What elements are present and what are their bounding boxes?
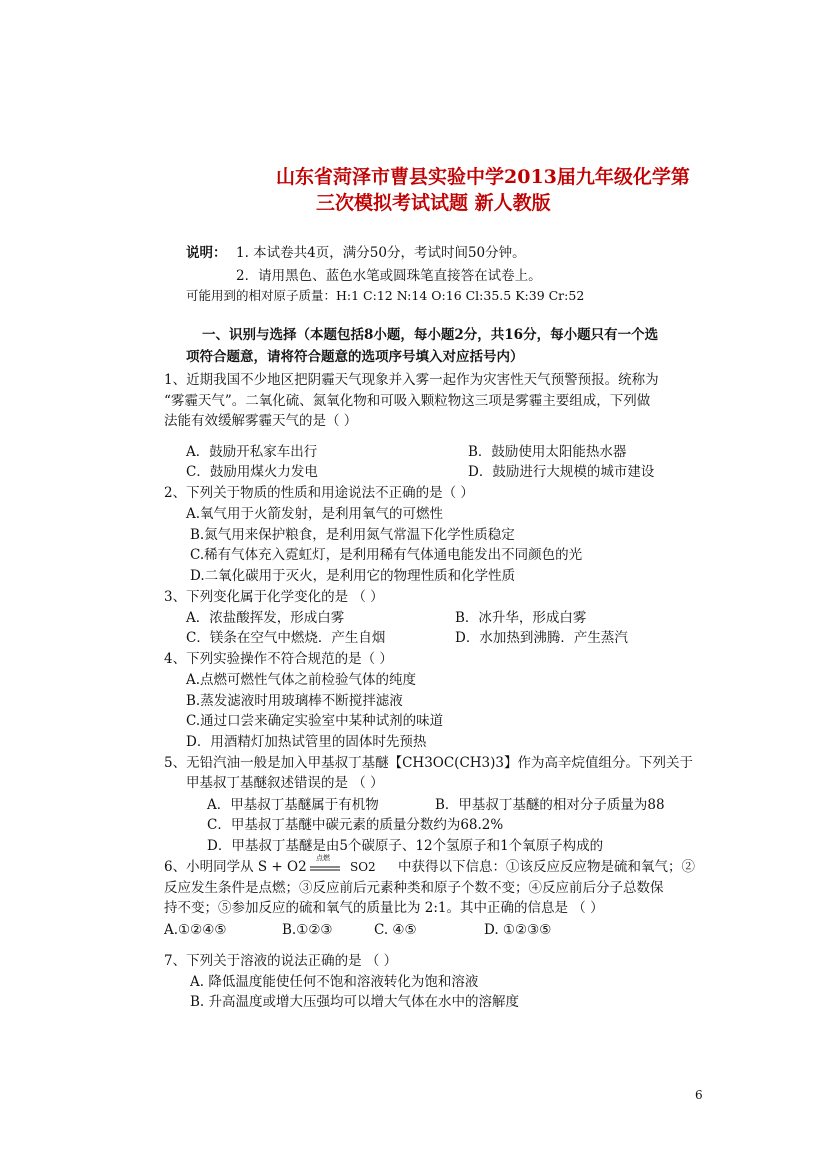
- section-heading-line2: 项符合题意，请将符合题意的选项序号填入对应括号内）: [186, 349, 524, 365]
- q5-stem-line2: 甲基叔丁基醚叙述错误的是 （ ）: [186, 775, 384, 791]
- page-title-line2: 三次模拟考试试题 新人教版: [316, 192, 551, 214]
- q6-option-a: A.①②④⑤: [164, 922, 227, 938]
- reaction-arrow-icon: [310, 864, 340, 874]
- q5-option-c: C．甲基叔丁基醚中碳元素的质量分数约为68.2%: [207, 817, 504, 833]
- q4-option-c: C.通过口尝来确定实验室中某种试剂的味道: [186, 713, 444, 729]
- q2-option-b: B.氮气用来保护粮食，是利用氮气常温下化学性质稳定: [190, 527, 515, 543]
- q3-option-c: C．镁条在空气中燃烧．产生自烟: [186, 630, 386, 646]
- q5-option-a: A．甲基叔丁基醚属于有机物: [207, 797, 379, 813]
- q3-option-d: D．水加热到沸腾．产生蒸汽: [455, 630, 628, 646]
- q2-option-c: C.稀有气体充入霓虹灯，是利用稀有气体通电能发出不同颜色的光: [190, 547, 583, 563]
- q3-option-a: A．浓盐酸挥发，形成白雾: [186, 610, 345, 626]
- q1-stem-line3: 法能有效缓解雾霾天气的是（ ）: [164, 413, 358, 429]
- q6-stem-line3: 持不变；⑤参加反应的硫和氧气的质量比为 2:1。其中正确的信息是 （ ）: [164, 900, 604, 916]
- q7-option-b: B. 升高温度或增大压强均可以增大气体在水中的溶解度: [190, 994, 520, 1010]
- q4-option-d: D．用酒精灯加热试管里的固体时先预热: [186, 734, 427, 750]
- q6-reaction-condition: 点燃: [316, 854, 330, 862]
- q6-stem-suffix: 中获得以下信息：①该反应反应物是硫和氧气；②: [398, 859, 695, 875]
- q1-option-b: B．鼓励使用太阳能热水器: [468, 444, 627, 460]
- q2-option-d: D.二氧化碳用于灭火，是利用它的物理性质和化学性质: [190, 568, 516, 584]
- q6-stem-prefix: 6、小明同学从 S + O2: [164, 859, 307, 875]
- q3-option-b: B．冰升华，形成白雾: [455, 610, 587, 626]
- page-number: 6: [695, 1088, 703, 1102]
- q5-option-b: B．甲基叔丁基醚的相对分子质量为88: [435, 797, 665, 813]
- q4-option-a: A.点燃可燃性气体之前检验气体的纯度: [186, 672, 417, 688]
- q1-stem-line2: “雾霾天气”。二氧化硫、氮氧化物和可吸入颗粒物这三项是雾霾主要组成，下列做: [164, 393, 651, 409]
- section-heading-line1: 一、识别与选择（本题包括8小题，每小题2分，共16分，每小题只有一个选: [202, 327, 659, 343]
- q4-stem: 4、下列实验操作不符合规范的是（ ）: [164, 651, 393, 667]
- q2-stem: 2、下列关于物质的性质和用途说法不正确的是（ ）: [164, 485, 474, 501]
- q7-stem: 7、下列关于溶液的说法正确的是 （ ）: [164, 953, 398, 969]
- q6-option-c: C. ④⑤: [374, 922, 417, 938]
- notes-item-2: 2．请用黑色、蓝色水笔或圆珠笔直接答在试卷上。: [236, 268, 542, 284]
- atomic-masses: 可能用到的相对原子质量：H:1 C:12 N:14 O:16 Cl:35.5 K:39 Cr:52: [186, 288, 585, 303]
- q1-option-c: C．鼓励用煤火力发电: [186, 464, 318, 480]
- q6-stem-line2: 反应发生条件是点燃；③反应前后元素种类和原子个数不变；④反应前后分子总数保: [164, 880, 664, 896]
- q1-stem-line1: 1、近期我国不少地区把阴霾天气现象并入雾一起作为灾害性天气预警预报。统称为: [164, 372, 659, 388]
- q6-option-d: D. ①②③⑤: [484, 922, 552, 938]
- q5-stem-line1: 5、无铅汽油一般是加入甲基叔丁基醚【CH3OC(CH3)3】作为高辛烷值组分。下列关于: [164, 755, 693, 771]
- q2-option-a: A.氧气用于火箭发射，是利用氧气的可燃性: [186, 506, 444, 522]
- q6-product: SO2: [350, 860, 376, 874]
- q1-option-a: A．鼓励开私家车出行: [186, 444, 318, 460]
- q7-option-a: A. 降低温度能使任何不饱和溶液转化为饱和溶液: [190, 974, 479, 990]
- notes-label: 说明：: [186, 245, 227, 261]
- q6-option-b: B.①②③: [282, 922, 333, 938]
- page-title-line1: 山东省菏泽市曹县实验中学2013届九年级化学第: [276, 166, 690, 188]
- q4-option-b: B.蒸发滤液时用玻璃棒不断搅拌滤液: [186, 693, 403, 709]
- q3-stem: 3、下列变化属于化学变化的是 （ ）: [164, 589, 384, 605]
- q1-option-d: D．鼓励进行大规模的城市建设: [468, 464, 655, 480]
- notes-item-1: 1. 本试卷共4页，满分50分，考试时间50分钟。: [236, 245, 526, 261]
- q5-option-d: D．甲基叔丁基醚是由5个碳原子、12个氢原子和1个氧原子构成的: [207, 838, 604, 854]
